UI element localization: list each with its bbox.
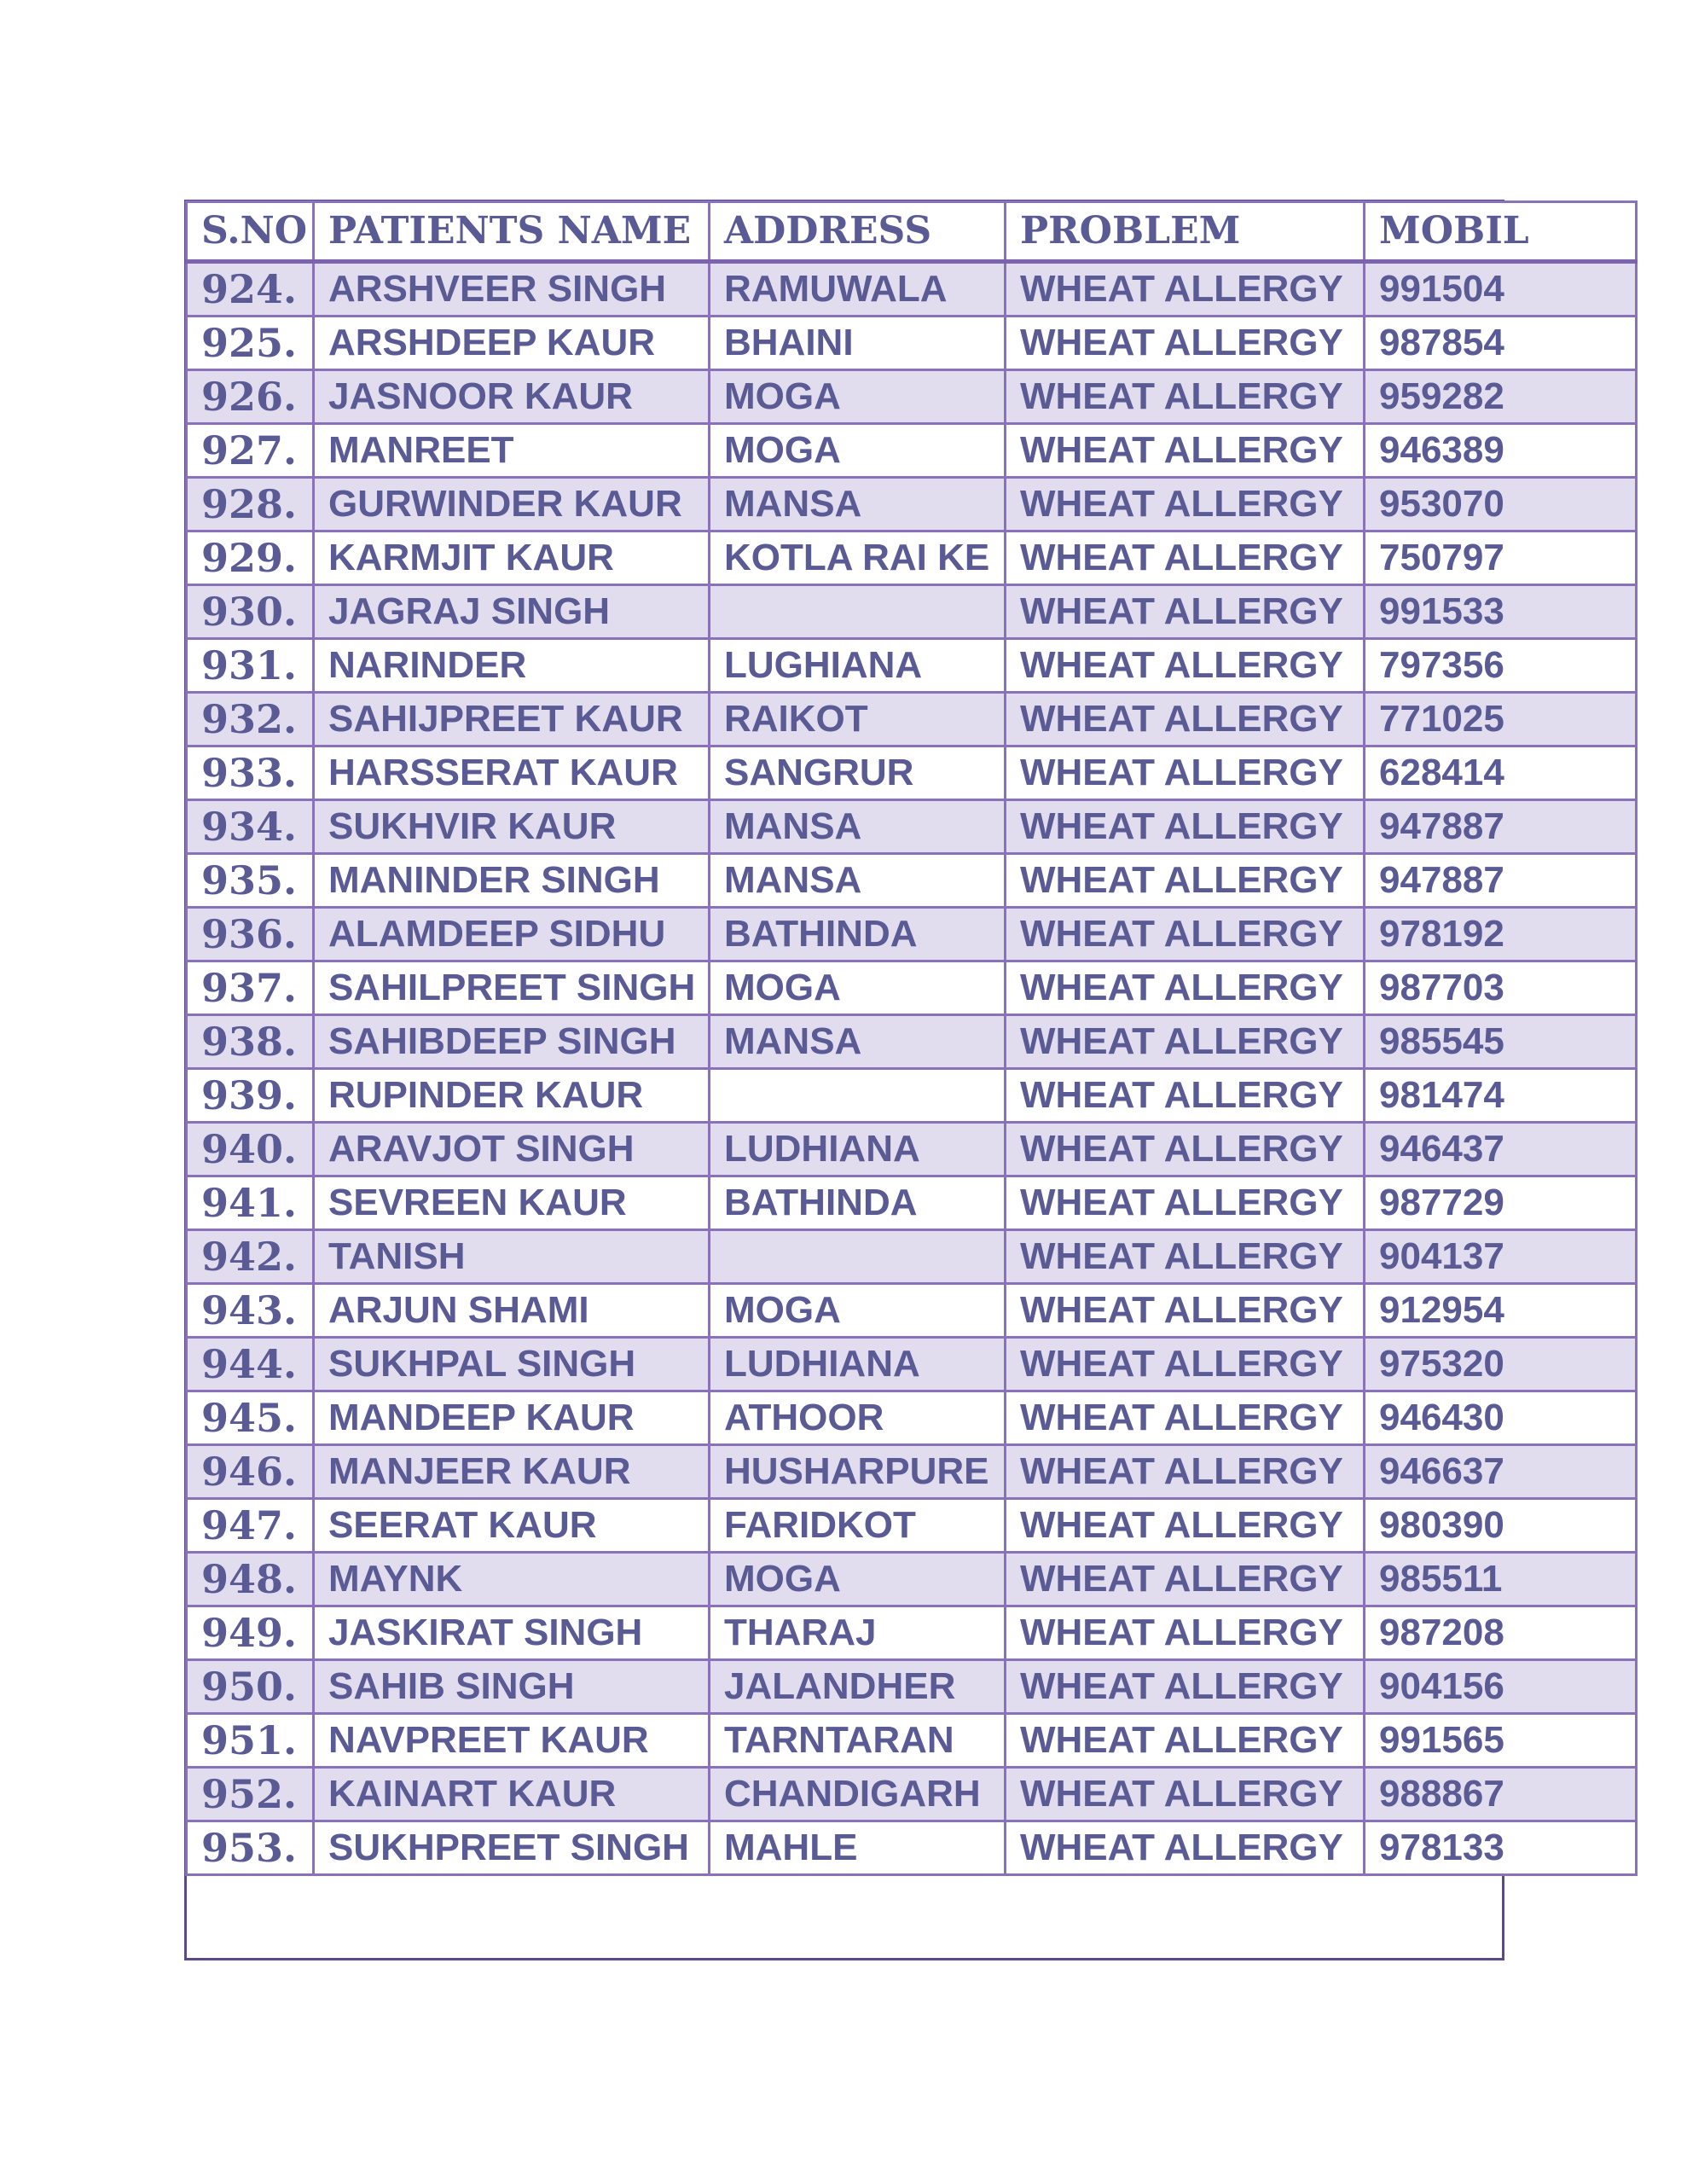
cell-problem: WHEAT ALLERGY xyxy=(1006,1768,1365,1821)
cell-patient-name: RUPINDER KAUR xyxy=(314,1069,710,1123)
cell-sno: 945. xyxy=(187,1391,314,1445)
table-row xyxy=(187,317,1637,370)
cell-mobile: 985545 xyxy=(1365,1015,1637,1069)
cell-mobile: 991504 xyxy=(1365,262,1637,317)
table-row xyxy=(187,1714,1637,1768)
table-row xyxy=(187,961,1637,1015)
cell-address: LUGHIANA xyxy=(710,639,1006,693)
cell-problem: WHEAT ALLERGY xyxy=(1006,531,1365,585)
cell-address: BATHINDA xyxy=(710,908,1006,961)
cell-patient-name: GURWINDER KAUR xyxy=(314,478,710,531)
cell-address xyxy=(710,585,1006,639)
table-row xyxy=(187,800,1637,854)
cell-problem: WHEAT ALLERGY xyxy=(1006,961,1365,1015)
cell-sno: 936. xyxy=(187,908,314,961)
cell-patient-name: SAHILPREET SINGH xyxy=(314,961,710,1015)
cell-address: FARIDKOT xyxy=(710,1499,1006,1553)
cell-patient-name: MAYNK xyxy=(314,1553,710,1606)
cell-sno: 943. xyxy=(187,1284,314,1338)
cell-problem: WHEAT ALLERGY xyxy=(1006,693,1365,746)
cell-sno: 933. xyxy=(187,746,314,800)
cell-sno: 928. xyxy=(187,478,314,531)
cell-address: CHANDIGARH xyxy=(710,1768,1006,1821)
cell-sno: 926. xyxy=(187,370,314,424)
cell-problem: WHEAT ALLERGY xyxy=(1006,1714,1365,1768)
cell-sno: 924. xyxy=(187,262,314,317)
cell-sno: 938. xyxy=(187,1015,314,1069)
table-row xyxy=(187,1445,1637,1499)
cell-problem: WHEAT ALLERGY xyxy=(1006,1069,1365,1123)
cell-problem: WHEAT ALLERGY xyxy=(1006,478,1365,531)
cell-sno: 934. xyxy=(187,800,314,854)
cell-mobile: 981474 xyxy=(1365,1069,1637,1123)
cell-address: JALANDHER xyxy=(710,1660,1006,1714)
cell-patient-name: JAGRAJ SINGH xyxy=(314,585,710,639)
cell-address: MAHLE xyxy=(710,1821,1006,1875)
cell-patient-name: SAHIJPREET KAUR xyxy=(314,693,710,746)
cell-problem: WHEAT ALLERGY xyxy=(1006,800,1365,854)
cell-patient-name: SAHIB SINGH xyxy=(314,1660,710,1714)
cell-mobile: 959282 xyxy=(1365,370,1637,424)
cell-patient-name: ARSHVEER SINGH xyxy=(314,262,710,317)
cell-problem: WHEAT ALLERGY xyxy=(1006,585,1365,639)
cell-address: MANSA xyxy=(710,478,1006,531)
table-row xyxy=(187,746,1637,800)
cell-problem: WHEAT ALLERGY xyxy=(1006,1284,1365,1338)
table-row xyxy=(187,693,1637,746)
cell-patient-name: MANDEEP KAUR xyxy=(314,1391,710,1445)
cell-address xyxy=(710,1069,1006,1123)
cell-mobile: 947887 xyxy=(1365,854,1637,908)
cell-problem: WHEAT ALLERGY xyxy=(1006,370,1365,424)
table-row xyxy=(187,1123,1637,1176)
cell-address: LUDHIANA xyxy=(710,1338,1006,1391)
cell-mobile: 750797 xyxy=(1365,531,1637,585)
cell-mobile: 987208 xyxy=(1365,1606,1637,1660)
table-row xyxy=(187,639,1637,693)
cell-mobile: 985511 xyxy=(1365,1553,1637,1606)
table-row xyxy=(187,1821,1637,1875)
cell-mobile: 991565 xyxy=(1365,1714,1637,1768)
cell-patient-name: SEVREEN KAUR xyxy=(314,1176,710,1230)
cell-address: KOTLA RAI KE xyxy=(710,531,1006,585)
cell-mobile: 946637 xyxy=(1365,1445,1637,1499)
cell-patient-name: HARSSERAT KAUR xyxy=(314,746,710,800)
cell-patient-name: KARMJIT KAUR xyxy=(314,531,710,585)
cell-mobile: 975320 xyxy=(1365,1338,1637,1391)
cell-sno: 930. xyxy=(187,585,314,639)
cell-sno: 948. xyxy=(187,1553,314,1606)
cell-mobile: 987729 xyxy=(1365,1176,1637,1230)
table-row xyxy=(187,1553,1637,1606)
cell-patient-name: JASKIRAT SINGH xyxy=(314,1606,710,1660)
cell-sno: 927. xyxy=(187,424,314,478)
cell-mobile: 771025 xyxy=(1365,693,1637,746)
cell-address: MOGA xyxy=(710,961,1006,1015)
cell-address: MOGA xyxy=(710,424,1006,478)
cell-sno: 952. xyxy=(187,1768,314,1821)
cell-patient-name: ARSHDEEP KAUR xyxy=(314,317,710,370)
table-row xyxy=(187,262,1637,317)
cell-address: RAMUWALA xyxy=(710,262,1006,317)
table-row xyxy=(187,1015,1637,1069)
cell-address: HUSHARPURE xyxy=(710,1445,1006,1499)
cell-sno: 939. xyxy=(187,1069,314,1123)
cell-mobile: 947887 xyxy=(1365,800,1637,854)
header-patients-name: PATIENTS NAME xyxy=(314,202,710,262)
cell-sno: 953. xyxy=(187,1821,314,1875)
cell-address: ATHOOR xyxy=(710,1391,1006,1445)
cell-mobile: 946430 xyxy=(1365,1391,1637,1445)
table-row xyxy=(187,1606,1637,1660)
cell-address: MOGA xyxy=(710,1284,1006,1338)
cell-mobile: 988867 xyxy=(1365,1768,1637,1821)
cell-problem: WHEAT ALLERGY xyxy=(1006,1445,1365,1499)
cell-address: MANSA xyxy=(710,1015,1006,1069)
cell-patient-name: NAVPREET KAUR xyxy=(314,1714,710,1768)
cell-problem: WHEAT ALLERGY xyxy=(1006,1499,1365,1553)
cell-problem: WHEAT ALLERGY xyxy=(1006,1553,1365,1606)
table-header-row xyxy=(187,202,1637,262)
cell-mobile: 991533 xyxy=(1365,585,1637,639)
cell-patient-name: SUKHPAL SINGH xyxy=(314,1338,710,1391)
cell-sno: 942. xyxy=(187,1230,314,1284)
cell-patient-name: MANINDER SINGH xyxy=(314,854,710,908)
cell-mobile: 904156 xyxy=(1365,1660,1637,1714)
cell-problem: WHEAT ALLERGY xyxy=(1006,1338,1365,1391)
cell-patient-name: ARJUN SHAMI xyxy=(314,1284,710,1338)
header-sno: S.NO xyxy=(187,202,314,262)
table-row xyxy=(187,1768,1637,1821)
cell-sno: 944. xyxy=(187,1338,314,1391)
table-row xyxy=(187,1660,1637,1714)
header-problem: PROBLEM xyxy=(1006,202,1365,262)
cell-patient-name: MANREET xyxy=(314,424,710,478)
cell-address: BATHINDA xyxy=(710,1176,1006,1230)
table-row xyxy=(187,424,1637,478)
cell-sno: 941. xyxy=(187,1176,314,1230)
cell-problem: WHEAT ALLERGY xyxy=(1006,1176,1365,1230)
cell-sno: 946. xyxy=(187,1445,314,1499)
cell-address: BHAINI xyxy=(710,317,1006,370)
cell-problem: WHEAT ALLERGY xyxy=(1006,1015,1365,1069)
cell-mobile: 904137 xyxy=(1365,1230,1637,1284)
table-row xyxy=(187,585,1637,639)
table-row xyxy=(187,908,1637,961)
table-row xyxy=(187,370,1637,424)
cell-address: LUDHIANA xyxy=(710,1123,1006,1176)
cell-mobile: 946389 xyxy=(1365,424,1637,478)
cell-patient-name: TANISH xyxy=(314,1230,710,1284)
cell-sno: 935. xyxy=(187,854,314,908)
cell-address: THARAJ xyxy=(710,1606,1006,1660)
patients-table-container xyxy=(184,200,1529,1960)
cell-sno: 932. xyxy=(187,693,314,746)
cell-address: RAIKOT xyxy=(710,693,1006,746)
cell-patient-name: SAHIBDEEP SINGH xyxy=(314,1015,710,1069)
cell-sno: 951. xyxy=(187,1714,314,1768)
cell-mobile: 946437 xyxy=(1365,1123,1637,1176)
cell-sno: 947. xyxy=(187,1499,314,1553)
cell-problem: WHEAT ALLERGY xyxy=(1006,1391,1365,1445)
cell-problem: WHEAT ALLERGY xyxy=(1006,317,1365,370)
cell-problem: WHEAT ALLERGY xyxy=(1006,1230,1365,1284)
cell-problem: WHEAT ALLERGY xyxy=(1006,1660,1365,1714)
cell-patient-name: JASNOOR KAUR xyxy=(314,370,710,424)
cell-sno: 925. xyxy=(187,317,314,370)
table-row xyxy=(187,1069,1637,1123)
cell-sno: 950. xyxy=(187,1660,314,1714)
cell-address: MOGA xyxy=(710,370,1006,424)
cell-patient-name: ALAMDEEP SIDHU xyxy=(314,908,710,961)
cell-patient-name: SEERAT KAUR xyxy=(314,1499,710,1553)
table-row xyxy=(187,1284,1637,1338)
patients-table xyxy=(185,200,1638,1876)
cell-address: SANGRUR xyxy=(710,746,1006,800)
cell-mobile: 912954 xyxy=(1365,1284,1637,1338)
header-mobile: MOBIL xyxy=(1365,202,1637,262)
cell-patient-name: NARINDER xyxy=(314,639,710,693)
cell-patient-name: SUKHVIR KAUR xyxy=(314,800,710,854)
table-body xyxy=(187,262,1637,1875)
cell-mobile: 953070 xyxy=(1365,478,1637,531)
header-address: ADDRESS xyxy=(710,202,1006,262)
table-row xyxy=(187,1499,1637,1553)
table-row xyxy=(187,854,1637,908)
table-row xyxy=(187,1338,1637,1391)
cell-address: MANSA xyxy=(710,854,1006,908)
cell-sno: 937. xyxy=(187,961,314,1015)
cell-mobile: 978133 xyxy=(1365,1821,1637,1875)
cell-address: MANSA xyxy=(710,800,1006,854)
cell-sno: 929. xyxy=(187,531,314,585)
cell-problem: WHEAT ALLERGY xyxy=(1006,262,1365,317)
table-row xyxy=(187,531,1637,585)
cell-problem: WHEAT ALLERGY xyxy=(1006,746,1365,800)
cell-problem: WHEAT ALLERGY xyxy=(1006,908,1365,961)
cell-mobile: 628414 xyxy=(1365,746,1637,800)
cell-mobile: 797356 xyxy=(1365,639,1637,693)
cell-mobile: 987854 xyxy=(1365,317,1637,370)
table-row xyxy=(187,1391,1637,1445)
cell-address: TARNTARAN xyxy=(710,1714,1006,1768)
cell-problem: WHEAT ALLERGY xyxy=(1006,1606,1365,1660)
cell-address: MOGA xyxy=(710,1553,1006,1606)
cell-patient-name: KAINART KAUR xyxy=(314,1768,710,1821)
cell-problem: WHEAT ALLERGY xyxy=(1006,424,1365,478)
cell-problem: WHEAT ALLERGY xyxy=(1006,1821,1365,1875)
cell-patient-name: ARAVJOT SINGH xyxy=(314,1123,710,1176)
cell-problem: WHEAT ALLERGY xyxy=(1006,1123,1365,1176)
table-row xyxy=(187,1230,1637,1284)
cell-patient-name: SUKHPREET SINGH xyxy=(314,1821,710,1875)
table-row xyxy=(187,1176,1637,1230)
cell-patient-name: MANJEER KAUR xyxy=(314,1445,710,1499)
cell-sno: 949. xyxy=(187,1606,314,1660)
cell-problem: WHEAT ALLERGY xyxy=(1006,639,1365,693)
cell-mobile: 978192 xyxy=(1365,908,1637,961)
cell-sno: 940. xyxy=(187,1123,314,1176)
cell-mobile: 987703 xyxy=(1365,961,1637,1015)
cell-sno: 931. xyxy=(187,639,314,693)
cell-problem: WHEAT ALLERGY xyxy=(1006,854,1365,908)
cell-mobile: 980390 xyxy=(1365,1499,1637,1553)
cell-address xyxy=(710,1230,1006,1284)
table-row xyxy=(187,478,1637,531)
